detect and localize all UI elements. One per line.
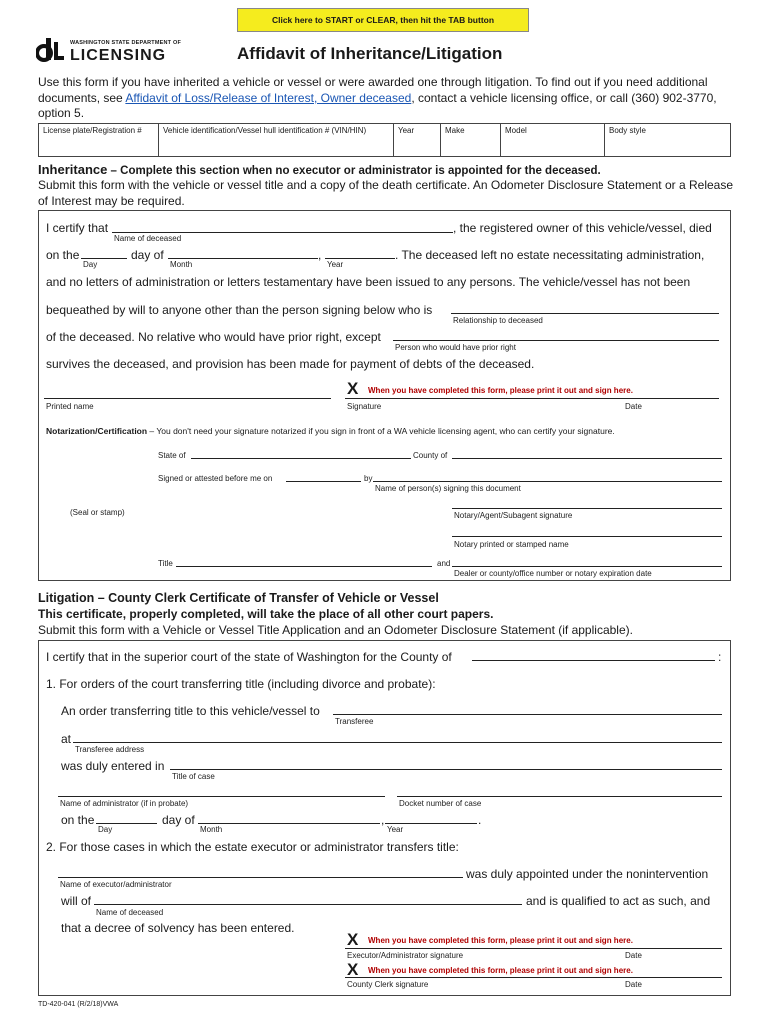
intro-part2: , contact a vehicle licensing office, or call (360) 902-3770, option 5. <box>38 90 717 120</box>
solvency-text: that a decree of solvency has been entered. <box>61 921 295 935</box>
clerk-date-label: Date <box>625 980 642 989</box>
deceased-name-label: Name of deceased <box>114 234 182 243</box>
court-county-field[interactable] <box>472 660 715 661</box>
day-of-text: day of <box>131 248 164 262</box>
transferee-address-label: Transferee address <box>75 745 145 754</box>
registered-owner-text: , the registered owner of this vehicle/vessel, died <box>453 221 712 235</box>
appointed-text: was duly appointed under the nonintervention <box>466 867 709 881</box>
notary-instructions <box>46 426 726 436</box>
deceased-name-label-2: Name of deceased <box>96 908 164 917</box>
entered-text: was duly entered in <box>61 759 165 773</box>
notary-signature-label: Notary/Agent/Subagent signature <box>454 511 573 520</box>
title-of-case-field[interactable] <box>170 769 722 770</box>
inheritance-heading <box>38 162 738 179</box>
superior-court-text: I certify that in the superior court of the state of Washington for the County of <box>46 650 452 664</box>
no-letters-text: and no letters of administration or letters testamentary have been issued to any persons. The vehicle/vessel has not been <box>46 275 691 289</box>
colon: : <box>718 650 722 664</box>
executor-date-label: Date <box>625 951 642 960</box>
title-of-case-label: Title of case <box>172 772 215 781</box>
signed-date-field[interactable] <box>286 481 361 482</box>
deceased-name-field[interactable] <box>112 232 453 233</box>
county-of-field[interactable] <box>452 458 722 459</box>
at-text: at <box>61 732 72 746</box>
affidavit-of-loss-link[interactable]: Affidavit of Loss/Release of Interest, Owner deceased <box>125 90 412 105</box>
comma-2: , <box>381 813 385 827</box>
signature-label: Signature <box>347 402 382 411</box>
relationship-label: Relationship to deceased <box>453 316 543 325</box>
entry-year-field[interactable] <box>385 823 477 824</box>
dol-logo <box>36 38 186 66</box>
day-label: Day <box>83 260 98 269</box>
death-year-field[interactable] <box>325 258 395 259</box>
on-the-text: on the <box>46 248 80 262</box>
notary-heading: Notarization/Certification <box>46 426 148 436</box>
exec-sign-x-mark: X <box>347 930 359 949</box>
deceased-name-field-2[interactable] <box>94 904 522 905</box>
by-label: by <box>364 474 373 483</box>
col-make[interactable]: Make <box>441 124 501 156</box>
clerk-signature-field[interactable] <box>345 977 722 978</box>
dealer-field[interactable] <box>452 566 722 567</box>
inheritance-title: Inheritance <box>38 162 108 177</box>
entry-month-label: Month <box>200 825 223 834</box>
state-of-label: State of <box>158 451 186 460</box>
county-of-label: County of <box>413 451 448 460</box>
transferee-field[interactable] <box>333 714 722 715</box>
item-2-text: 2. For those cases in which the estate executor or administrator transfers title: <box>46 840 459 854</box>
clerk-signature-label: County Clerk signature <box>347 980 429 989</box>
notary-signature-field[interactable] <box>452 508 722 509</box>
will-of-text: will of <box>61 894 92 908</box>
relationship-field[interactable] <box>451 313 719 314</box>
intro-part1: Use this form if you have inherited a vehicle or vessel or were awarded one through litigation. To find out if you need additional documents, see <box>38 75 708 105</box>
dol-logo-mark-icon <box>36 38 66 64</box>
col-vin[interactable]: Vehicle identification/Vessel hull identification # (VIN/HIN) <box>159 124 394 156</box>
signature-field[interactable] <box>345 398 719 399</box>
period: . <box>478 813 482 827</box>
col-year[interactable]: Year <box>394 124 441 156</box>
persons-signing-label: Name of person(s) signing this document <box>375 484 521 493</box>
death-day-field[interactable] <box>81 258 127 259</box>
administrator-name-label: Name of administrator (if in probate) <box>60 799 189 808</box>
entry-day-label: Day <box>98 825 113 834</box>
qualified-text: and is qualified to act as such, and <box>526 894 711 908</box>
executor-signature-field[interactable] <box>345 948 722 949</box>
transferee-label: Transferee <box>335 717 374 726</box>
docket-number-label: Docket number of case <box>399 799 482 808</box>
persons-signing-field[interactable] <box>373 481 722 482</box>
survives-text: survives the deceased, and provision has been made for payment of debts of the deceased. <box>46 357 535 371</box>
entry-day-field[interactable] <box>96 823 157 824</box>
certify-text: I certify that <box>46 221 109 235</box>
inheritance-subtext: Submit this form with the vehicle or vessel title and a copy of the death certificate. An Odometer Disclosure Statement or a Release of Interest may be required. <box>38 178 734 208</box>
item-1-text: 1. For orders of the court transferring title (including divorce and probate): <box>46 677 436 691</box>
dealer-label: Dealer or county/office number or notary expiration date <box>454 569 652 578</box>
executor-name-label: Name of executor/administrator <box>60 880 172 889</box>
month-label: Month <box>170 260 193 269</box>
transferee-address-field[interactable] <box>73 742 722 743</box>
sign-note: When you have completed this form, please print it out and sign here. <box>368 386 633 395</box>
form-number: TD-420-041 (R/2/18)VWA <box>38 1001 119 1008</box>
year-label: Year <box>327 260 344 269</box>
col-body-style[interactable]: Body style <box>609 126 646 135</box>
on-the-text-2: on the <box>61 813 95 827</box>
no-relative-text: of the deceased. No relative who would have prior right, except <box>46 330 381 344</box>
printed-name-label: Printed name <box>46 402 94 411</box>
prior-right-field[interactable] <box>393 340 719 341</box>
exec-sign-note: When you have completed this form, please print it out and sign here. <box>368 936 633 945</box>
printed-name-field[interactable] <box>44 398 331 399</box>
notary-name-field[interactable] <box>452 536 722 537</box>
start-clear-button[interactable]: Click here to START or CLEAR, then hit the TAB button <box>237 8 529 32</box>
day-of-text-2: day of <box>162 813 195 827</box>
and-label: and <box>437 559 451 568</box>
col-license-plate[interactable]: License plate/Registration # <box>39 124 159 156</box>
logo-big-text: LICENSING <box>70 47 167 64</box>
clerk-sign-x-mark: X <box>347 960 359 979</box>
title-label: Title <box>158 559 173 568</box>
notary-text: – You don't need your signature notarized if you sign in front of a WA vehicle licensing agent, who can certify your signature. <box>147 426 615 436</box>
entry-month-field[interactable] <box>198 823 380 824</box>
executor-signature-label: Executor/Administrator signature <box>347 951 464 960</box>
signed-before-label: Signed or attested before me on <box>158 474 273 483</box>
order-transferring-text: An order transferring title to this vehicle/vessel to <box>61 704 320 718</box>
prior-right-label: Person who would have prior right <box>395 343 516 352</box>
comma: , <box>318 248 322 262</box>
col-model[interactable]: Model <box>501 124 605 156</box>
date-label: Date <box>625 402 642 411</box>
docket-number-field[interactable] <box>397 796 722 797</box>
litigation-heading: Litigation – County Clerk Certificate of Transfer of Vehicle or Vessel <box>38 591 439 605</box>
entry-year-label: Year <box>387 825 404 834</box>
bequeathed-text: bequeathed by will to anyone other than the person signing below who is <box>46 303 433 317</box>
seal-label: (Seal or stamp) <box>70 508 125 517</box>
litigation-sub-bold: This certificate, properly completed, will take the place of all other court papers. <box>38 607 494 621</box>
death-month-field[interactable] <box>168 258 318 259</box>
sign-x-mark: X <box>347 379 359 398</box>
administrator-name-field[interactable] <box>58 796 385 797</box>
logo-small-text: WASHINGTON STATE DEPARTMENT OF <box>70 40 182 46</box>
page-title: Affidavit of Inheritance/Litigation <box>237 44 503 63</box>
inheritance-section <box>38 210 731 581</box>
inheritance-instructions: – Complete this section when no executor or administrator is appointed for the deceased. <box>107 165 601 177</box>
notary-name-label: Notary printed or stamped name <box>454 540 569 549</box>
state-of-field[interactable] <box>191 458 411 459</box>
intro-text <box>38 75 728 122</box>
executor-name-field[interactable] <box>58 877 463 878</box>
clerk-sign-note: When you have completed this form, please print it out and sign here. <box>368 966 633 975</box>
title-field[interactable] <box>176 566 432 567</box>
no-estate-text: . The deceased left no estate necessitating administration, <box>395 248 705 262</box>
litigation-sub: Submit this form with a Vehicle or Vessel Title Application and an Odometer Disclosure Statement (if applicable). <box>38 623 633 637</box>
